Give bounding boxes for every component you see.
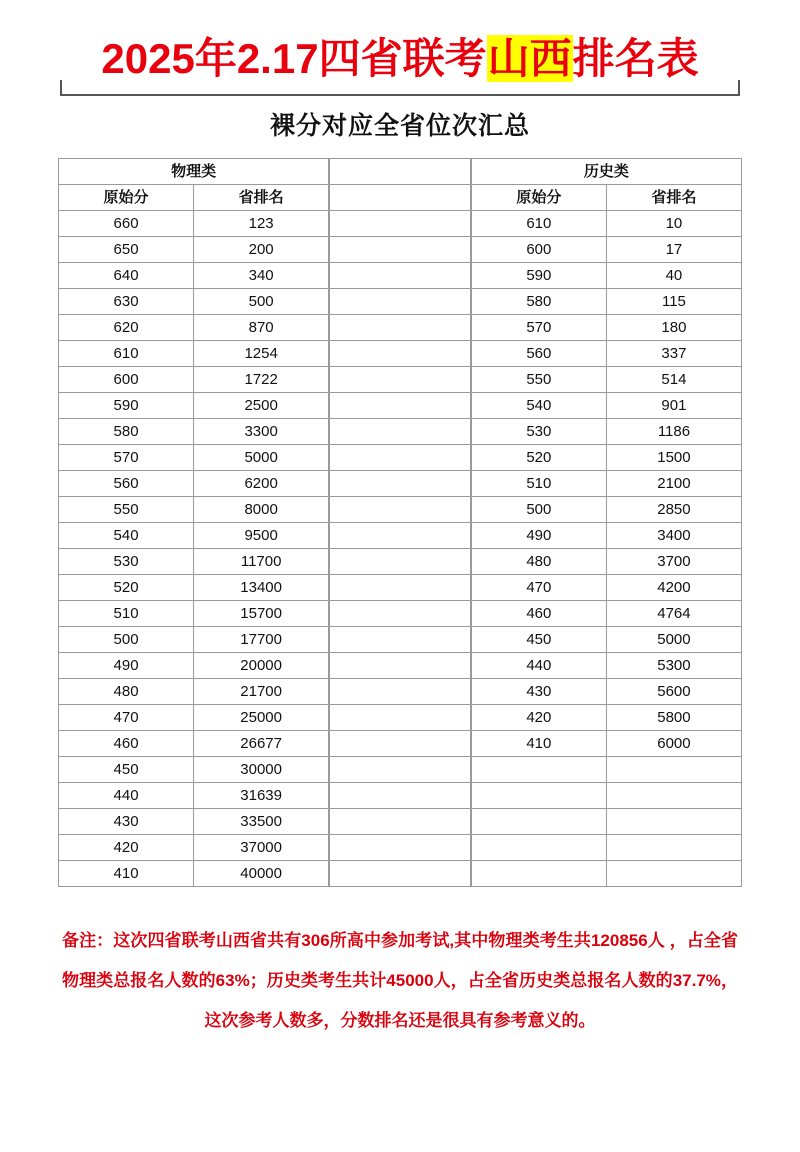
spacer-cell xyxy=(330,575,471,601)
cell-score: 570 xyxy=(59,445,194,471)
spacer-cell xyxy=(330,549,471,575)
cell-rank: 5800 xyxy=(606,705,741,731)
title-divider xyxy=(60,94,740,96)
spacer-cell xyxy=(330,627,471,653)
document-page xyxy=(0,30,800,1152)
table-row xyxy=(59,835,329,861)
table-row xyxy=(59,497,329,523)
table-row xyxy=(59,549,329,575)
cell-score: 460 xyxy=(471,601,606,627)
table-row xyxy=(59,705,329,731)
spacer-cell xyxy=(330,757,471,783)
page-subtitle: 裸分对应全省位次汇总 xyxy=(269,112,530,140)
history-category-row xyxy=(471,159,741,185)
spacer-row xyxy=(330,315,471,341)
cell-rank: 1722 xyxy=(194,367,329,393)
table-row xyxy=(471,601,741,627)
table-row xyxy=(471,393,741,419)
spacer-cell xyxy=(330,263,471,289)
cell-empty xyxy=(471,861,606,887)
cell-rank: 5000 xyxy=(194,445,329,471)
cell-score: 620 xyxy=(59,315,194,341)
cell-rank: 2100 xyxy=(606,471,741,497)
table-row xyxy=(59,315,329,341)
table-row xyxy=(471,445,741,471)
table-row xyxy=(59,809,329,835)
table-row xyxy=(471,575,741,601)
cell-score: 500 xyxy=(471,497,606,523)
table-row xyxy=(59,367,329,393)
cell-score: 500 xyxy=(59,627,194,653)
cell-rank: 17700 xyxy=(194,627,329,653)
physics-category-header: 物理类 xyxy=(59,159,329,185)
table-row xyxy=(471,653,741,679)
spacer-row xyxy=(330,783,471,809)
history-category-header: 历史类 xyxy=(471,159,741,185)
spacer-row xyxy=(330,523,471,549)
cell-rank: 31639 xyxy=(194,783,329,809)
history-header-row xyxy=(471,185,741,211)
cell-score: 550 xyxy=(59,497,194,523)
cell-rank: 3300 xyxy=(194,419,329,445)
cell-score: 470 xyxy=(471,575,606,601)
title-highlight: 山西 xyxy=(487,35,572,82)
cell-rank: 13400 xyxy=(194,575,329,601)
table-row xyxy=(59,575,329,601)
cell-score: 650 xyxy=(59,237,194,263)
physics-col-score: 原始分 xyxy=(59,185,194,211)
spacer-cell xyxy=(330,497,471,523)
cell-score: 490 xyxy=(59,653,194,679)
cell-rank: 20000 xyxy=(194,653,329,679)
table-row xyxy=(471,315,741,341)
cell-score: 560 xyxy=(471,341,606,367)
cell-empty xyxy=(606,783,741,809)
spacer-cell xyxy=(330,523,471,549)
table-row xyxy=(59,757,329,783)
cell-score: 610 xyxy=(59,341,194,367)
spacer-row xyxy=(330,601,471,627)
table-row xyxy=(59,263,329,289)
cell-score: 600 xyxy=(471,237,606,263)
table-row xyxy=(471,705,741,731)
footnote xyxy=(62,921,738,1041)
cell-rank: 4764 xyxy=(606,601,741,627)
cell-empty xyxy=(471,809,606,835)
cell-score: 450 xyxy=(59,757,194,783)
spacer-row xyxy=(330,289,471,315)
table-row-empty xyxy=(471,861,741,887)
cell-rank: 1500 xyxy=(606,445,741,471)
cell-score: 470 xyxy=(59,705,194,731)
cell-score: 510 xyxy=(471,471,606,497)
cell-score: 550 xyxy=(471,367,606,393)
spacer-row xyxy=(330,835,471,861)
table-row-empty xyxy=(471,757,741,783)
cell-score: 660 xyxy=(59,211,194,237)
cell-score: 540 xyxy=(471,393,606,419)
table-row xyxy=(59,783,329,809)
cell-score: 540 xyxy=(59,523,194,549)
cell-score: 590 xyxy=(471,263,606,289)
spacer-row xyxy=(330,497,471,523)
cell-score: 410 xyxy=(471,731,606,757)
footnote-text: 备注：这次四省联考山西省共有306所高中参加考试,其中物理类考生共120856人 ，占全省物理类总报名人数的63%；历史类考生共计45000人，占全省历史类总报名人数的37.7%，这次参考人数多，分数排名还是很具有参考意义的。 xyxy=(62,931,738,1030)
cell-empty xyxy=(606,835,741,861)
cell-rank: 6000 xyxy=(606,731,741,757)
cell-score: 520 xyxy=(471,445,606,471)
cell-score: 580 xyxy=(471,289,606,315)
cell-rank: 15700 xyxy=(194,601,329,627)
cell-rank: 8000 xyxy=(194,497,329,523)
spacer-cell xyxy=(330,861,471,887)
table-row xyxy=(471,419,741,445)
cell-score: 420 xyxy=(471,705,606,731)
cell-rank: 123 xyxy=(194,211,329,237)
spacer-cell xyxy=(330,445,471,471)
cell-rank: 200 xyxy=(194,237,329,263)
cell-rank: 21700 xyxy=(194,679,329,705)
cell-empty xyxy=(606,861,741,887)
spacer-row xyxy=(330,809,471,835)
cell-rank: 37000 xyxy=(194,835,329,861)
spacer-row xyxy=(330,861,471,887)
table-row xyxy=(59,445,329,471)
cell-rank: 10 xyxy=(606,211,741,237)
spacer-cell xyxy=(330,367,471,393)
table-row xyxy=(59,341,329,367)
cell-empty xyxy=(606,757,741,783)
history-table-body xyxy=(471,159,741,887)
table-row xyxy=(471,289,741,315)
cell-score: 640 xyxy=(59,263,194,289)
cell-score: 450 xyxy=(471,627,606,653)
spacer-row xyxy=(330,757,471,783)
title-part1: 2025年2.17四省联考 xyxy=(101,35,487,82)
table-row-empty xyxy=(471,835,741,861)
cell-rank: 25000 xyxy=(194,705,329,731)
table-row xyxy=(59,653,329,679)
cell-rank: 40000 xyxy=(194,861,329,887)
cell-rank: 6200 xyxy=(194,471,329,497)
cell-empty xyxy=(471,835,606,861)
cell-rank: 1186 xyxy=(606,419,741,445)
table-row xyxy=(59,471,329,497)
title-tick-left xyxy=(60,80,62,96)
spacer-row xyxy=(330,679,471,705)
table-row xyxy=(59,237,329,263)
cell-score: 630 xyxy=(59,289,194,315)
cell-score: 430 xyxy=(471,679,606,705)
table-row xyxy=(471,497,741,523)
physics-header-row xyxy=(59,185,329,211)
history-col-rank: 省排名 xyxy=(606,185,741,211)
spacer-row xyxy=(330,731,471,757)
spacer-cell xyxy=(330,289,471,315)
cell-rank: 5600 xyxy=(606,679,741,705)
cell-empty xyxy=(471,783,606,809)
spacer-row xyxy=(330,367,471,393)
table-row-empty xyxy=(471,809,741,835)
cell-score: 580 xyxy=(59,419,194,445)
table-row xyxy=(471,549,741,575)
cell-rank: 33500 xyxy=(194,809,329,835)
cell-score: 480 xyxy=(471,549,606,575)
spacer-cell xyxy=(330,679,471,705)
cell-rank: 2850 xyxy=(606,497,741,523)
cell-score: 420 xyxy=(59,835,194,861)
table-row xyxy=(59,393,329,419)
table-row xyxy=(471,523,741,549)
table-row xyxy=(59,419,329,445)
table-row xyxy=(471,627,741,653)
spacer-row xyxy=(330,263,471,289)
cell-score: 600 xyxy=(59,367,194,393)
cell-score: 480 xyxy=(59,679,194,705)
spacer-cell xyxy=(330,705,471,731)
title-block xyxy=(40,30,760,88)
table-row xyxy=(59,861,329,887)
spacer-row xyxy=(330,159,471,185)
spacer-row xyxy=(330,341,471,367)
spacer-cell xyxy=(330,783,471,809)
spacer-row xyxy=(330,471,471,497)
table-row xyxy=(471,341,741,367)
table-row-empty xyxy=(471,783,741,809)
table-row xyxy=(471,471,741,497)
spacer-row xyxy=(330,211,471,237)
cell-rank: 180 xyxy=(606,315,741,341)
cell-score: 460 xyxy=(59,731,194,757)
table-row xyxy=(59,211,329,237)
cell-score: 440 xyxy=(471,653,606,679)
cell-empty xyxy=(606,809,741,835)
cell-rank: 40 xyxy=(606,263,741,289)
spacer-cell xyxy=(330,237,471,263)
cell-rank: 17 xyxy=(606,237,741,263)
spacer-cell xyxy=(330,393,471,419)
cell-rank: 3400 xyxy=(606,523,741,549)
spacer-cell xyxy=(330,419,471,445)
spacer-row xyxy=(330,445,471,471)
cell-rank: 11700 xyxy=(194,549,329,575)
cell-rank: 30000 xyxy=(194,757,329,783)
table-row xyxy=(471,237,741,263)
cell-rank: 2500 xyxy=(194,393,329,419)
cell-empty xyxy=(471,757,606,783)
physics-table xyxy=(58,158,329,887)
spacer-cell xyxy=(330,653,471,679)
cell-rank: 500 xyxy=(194,289,329,315)
cell-rank: 5000 xyxy=(606,627,741,653)
spacer-row xyxy=(330,549,471,575)
spacer-row xyxy=(330,705,471,731)
spacer-cell xyxy=(330,211,471,237)
table-row xyxy=(59,627,329,653)
table-row xyxy=(59,601,329,627)
table-row xyxy=(59,289,329,315)
cell-score: 530 xyxy=(59,549,194,575)
cell-rank: 337 xyxy=(606,341,741,367)
spacer-cell xyxy=(330,471,471,497)
spacer-row xyxy=(330,575,471,601)
spacer-cell xyxy=(330,835,471,861)
cell-score: 430 xyxy=(59,809,194,835)
spacer-row xyxy=(330,653,471,679)
spacer-cell xyxy=(330,159,471,185)
cell-score: 520 xyxy=(59,575,194,601)
cell-score: 560 xyxy=(59,471,194,497)
spacer-row xyxy=(330,627,471,653)
spacer-cell xyxy=(330,185,471,211)
cell-rank: 514 xyxy=(606,367,741,393)
cell-score: 610 xyxy=(471,211,606,237)
physics-category-row xyxy=(59,159,329,185)
cell-score: 440 xyxy=(59,783,194,809)
cell-score: 410 xyxy=(59,861,194,887)
cell-rank: 901 xyxy=(606,393,741,419)
table-row xyxy=(471,679,741,705)
table-row xyxy=(59,731,329,757)
history-table xyxy=(471,158,742,887)
spacer-cell xyxy=(330,809,471,835)
cell-rank: 26677 xyxy=(194,731,329,757)
spacer-cell xyxy=(330,731,471,757)
spacer-row xyxy=(330,185,471,211)
cell-score: 570 xyxy=(471,315,606,341)
cell-rank: 340 xyxy=(194,263,329,289)
table-row xyxy=(471,731,741,757)
cell-rank: 9500 xyxy=(194,523,329,549)
page-title xyxy=(40,30,760,88)
cell-rank: 5300 xyxy=(606,653,741,679)
history-col-score: 原始分 xyxy=(471,185,606,211)
tables-container xyxy=(58,158,742,887)
table-row xyxy=(471,367,741,393)
cell-score: 490 xyxy=(471,523,606,549)
spacer-cell xyxy=(330,601,471,627)
cell-rank: 1254 xyxy=(194,341,329,367)
cell-rank: 3700 xyxy=(606,549,741,575)
physics-col-rank: 省排名 xyxy=(194,185,329,211)
cell-rank: 115 xyxy=(606,289,741,315)
table-row xyxy=(471,211,741,237)
physics-table-body xyxy=(59,159,329,887)
cell-score: 510 xyxy=(59,601,194,627)
spacer-row xyxy=(330,237,471,263)
title-part2: 排名表 xyxy=(572,35,699,82)
spacer-row xyxy=(330,419,471,445)
table-row xyxy=(59,679,329,705)
cell-score: 590 xyxy=(59,393,194,419)
table-row xyxy=(59,523,329,549)
title-tick-right xyxy=(738,80,740,96)
cell-rank: 4200 xyxy=(606,575,741,601)
table-row xyxy=(471,263,741,289)
spacer-cell xyxy=(330,315,471,341)
spacer-table xyxy=(329,158,471,887)
cell-rank: 870 xyxy=(194,315,329,341)
cell-score: 530 xyxy=(471,419,606,445)
spacer-cell xyxy=(330,341,471,367)
spacer-table-body xyxy=(330,159,471,887)
spacer-row xyxy=(330,393,471,419)
